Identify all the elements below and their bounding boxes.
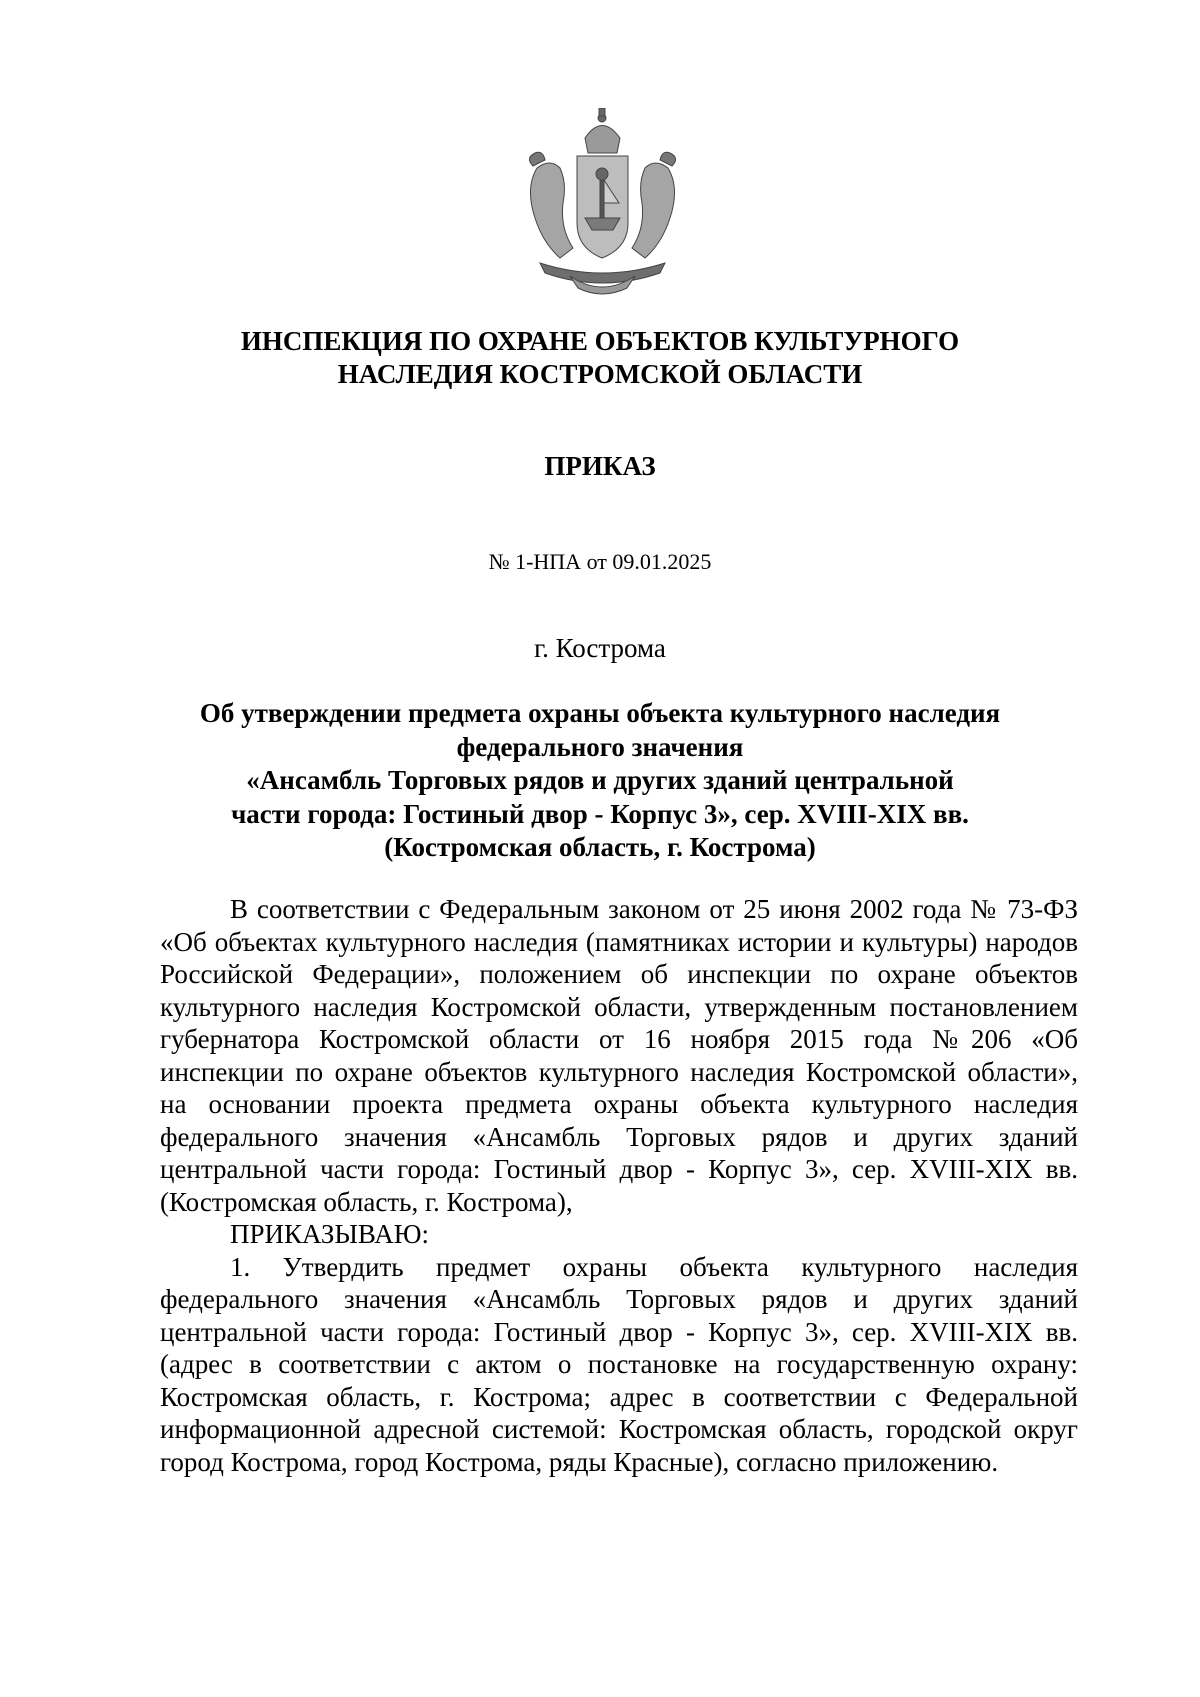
preamble-paragraph: В соответствии с Федеральным законом от 25 июня 2002 года № 73-ФЗ «Об объектах культурного наследия (памятниках истории и культуры) народов Российской Федерации», положением об инспекции по охране объектов культурного наследия Костромской области, утвержденным постановлением губернатора Костромской области от 16 ноября 2015 года №206 «Об инспекции по охране объектов культурного наследия Костромской области», на основании проекта предмета охраны объекта культурного наследия федерального значения «Ансамбль Торговых рядов и других зданий центральной части города: Гостиный двор - Корпус 3», сер. XVIII-XIX вв. (Костромская область, г. Кострома), xyxy=(160,894,1078,1217)
order-city: г. Кострома xyxy=(534,633,666,663)
order-body xyxy=(160,893,1078,1478)
order-word: ПРИКАЗЫВАЮ: xyxy=(230,1219,429,1249)
order-subject xyxy=(160,697,1040,865)
subject-line-3: «Ансамбль Торговых рядов и других зданий центральной xyxy=(246,765,954,795)
kostroma-coat-of-arms-icon xyxy=(515,108,690,298)
order-number: № 1-НПА от 09.01.2025 xyxy=(488,549,712,574)
subject-line-2: федерального значения xyxy=(456,731,744,762)
order-title: ПРИКАЗ xyxy=(544,451,656,481)
order-item-1: 1. Утвердить предмет охраны объекта культурного наследия федерального значения «Ансамбль Торговых рядов и других зданий центральной части города: Гостиный двор - Корпус 3», сер. XVIII-XIX вв. (адрес в соответствии с актом о постановке на государственную охрану: Костромская область, г. Кострома; адрес в соответствии с Федеральной информационной адресной системой: Костромская область, городской округ город Кострома, город Кострома, ряды Красные), согласно приложению. xyxy=(160,1251,1078,1477)
org-line-2: НАСЛЕДИЯ КОСТРОМСКОЙ ОБЛАСТИ xyxy=(337,359,863,389)
subject-line-5: (Костромская область, г. Кострома) xyxy=(384,832,816,862)
organization-name xyxy=(160,325,1040,391)
org-line-1: ИНСПЕКЦИЯ ПО ОХРАНЕ ОБЪЕКТОВ КУЛЬТУРНОГО xyxy=(240,326,960,356)
subject-line-1: Об утверждении предмета охраны объекта культурного наследия xyxy=(199,698,1001,728)
subject-line-4: части города: Гостиный двор - Корпус 3», сер. XVIII-XIX вв. xyxy=(231,798,969,829)
